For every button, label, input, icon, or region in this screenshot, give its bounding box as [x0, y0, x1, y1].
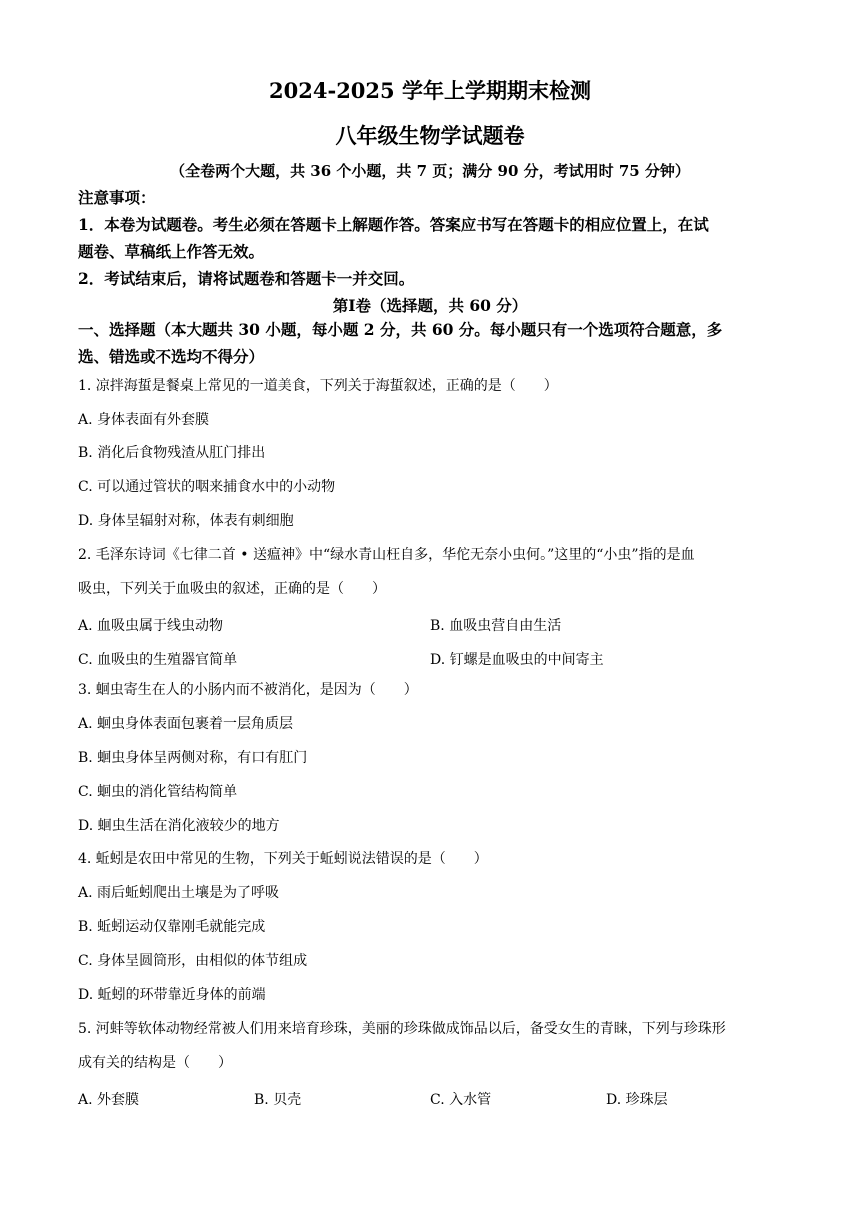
question-1-option-d: D. 身体呈辐射对称，体表有刺细胞	[78, 513, 294, 529]
question-4-stem: 4. 蚯蚓是农田中常见的生物，下列关于蚯蚓说法错误的是（ ）	[78, 851, 488, 867]
question-2-option-b: B. 血吸虫营自由生活	[430, 618, 562, 634]
exam-subject-title: 八年级生物学试题卷	[335, 123, 525, 148]
question-3-stem: 3. 蛔虫寄生在人的小肠内而不被消化，是因为（ ）	[78, 682, 418, 698]
question-5-option-b: B. 贝壳	[254, 1092, 302, 1108]
question-2-stem-line-2: 吸虫，下列关于血吸虫的叙述，正确的是（ ）	[78, 581, 386, 597]
exam-info: （全卷两个大题，共 36 个小题，共 7 页；满分 90 分，考试用时 75 分钟）	[170, 162, 690, 180]
question-5-stem-line-2: 成有关的结构是（ ）	[78, 1055, 232, 1071]
question-5-option-a: A. 外套膜	[78, 1092, 140, 1108]
question-5-option-c: C. 入水管	[430, 1092, 492, 1108]
notice-heading: 注意事项：	[78, 188, 156, 207]
question-2-stem-line-1: 2. 毛泽东诗词《七律二首 • 送瘟神》中“绿水青山枉自多，华佗无奈小虫何。”这里的“小虫”指的是血	[78, 547, 695, 563]
question-1-option-a: A. 身体表面有外套膜	[78, 412, 210, 428]
notice-item-1-line-1: 1．本卷为试题卷。考生必须在答题卡上解题作答。答案应书写在答题卡的相应位置上，在试	[78, 215, 709, 234]
question-2-option-a: A. 血吸虫属于线虫动物	[78, 618, 224, 634]
notice-item-1-line-2: 题卷、草稿纸上作答无效。	[78, 242, 265, 261]
question-5-stem-line-1: 5. 河蚌等软体动物经常被人们用来培育珍珠，美丽的珍珠做成饰品以后，备受女生的青睐，下列与珍珠形	[78, 1021, 726, 1037]
question-4-option-a: A. 雨后蚯蚓爬出土壤是为了呼吸	[78, 885, 280, 901]
question-1-stem: 1. 凉拌海蜇是餐桌上常见的一道美食，下列关于海蜇叙述，正确的是（ ）	[78, 378, 558, 394]
part-1-heading: 第Ⅰ卷（选择题，共 60 分）	[332, 296, 528, 315]
question-3-option-a: A. 蛔虫身体表面包裹着一层角质层	[78, 716, 294, 732]
question-3-option-d: D. 蛔虫生活在消化液较少的地方	[78, 818, 280, 834]
question-4-option-b: B. 蚯蚓运动仅靠刚毛就能完成	[78, 919, 266, 935]
question-1-option-c: C. 可以通过管状的咽来捕食水中的小动物	[78, 479, 336, 495]
question-1-option-b: B. 消化后食物残渣从肛门排出	[78, 445, 266, 461]
section-heading-line-2: 选、错选或不选均不得分）	[78, 347, 265, 366]
question-2-option-d: D. 钉螺是血吸虫的中间寄主	[430, 652, 604, 668]
question-4-option-d: D. 蚯蚓的环带靠近身体的前端	[78, 987, 266, 1003]
section-heading-line-1: 一、选择题（本大题共 30 小题，每小题 2 分，共 60 分。每小题只有一个选项符合题意，多	[78, 320, 723, 339]
notice-item-2: 2．考试结束后，请将试题卷和答题卡一并交回。	[78, 269, 415, 288]
exam-title: 2024-2025 学年上学期期末检测	[269, 78, 591, 103]
question-5-option-d: D. 珍珠层	[606, 1092, 668, 1108]
question-3-option-c: C. 蛔虫的消化管结构简单	[78, 784, 238, 800]
question-4-option-c: C. 身体呈圆筒形，由相似的体节组成	[78, 953, 308, 969]
question-3-option-b: B. 蛔虫身体呈两侧对称，有口有肛门	[78, 750, 308, 766]
question-2-option-c: C. 血吸虫的生殖器官简单	[78, 652, 238, 668]
